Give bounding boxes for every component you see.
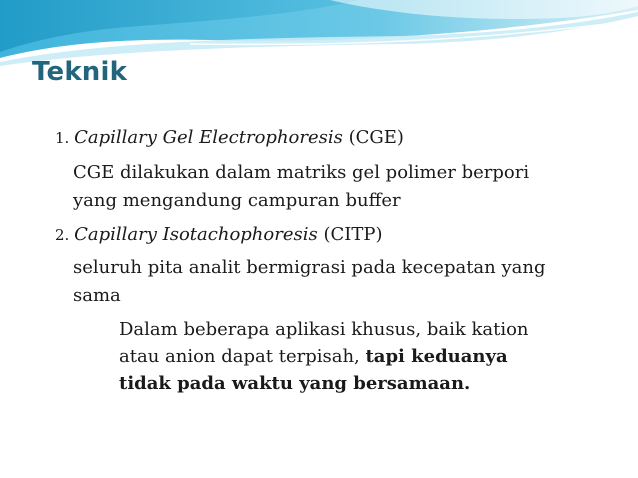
list-item-1-desc-line2: yang mengandung campuran buffer [73,190,401,211]
note-line3-emphasis: tidak pada waktu yang bersamaan. [119,373,471,394]
list-item-1-term: Capillary Gel Electrophoresis [74,127,343,148]
note-line2-text: atau anion dapat terpisah, [119,346,366,367]
slide-title: Teknik [32,57,128,87]
list-item-2-desc-line2: sama [73,285,121,306]
list-item-2-abbr: (CITP) [317,224,383,245]
note-line1: Dalam beberapa aplikasi khusus, baik kation [119,319,529,340]
note-line2 [119,345,508,369]
list-item-2-desc-line1: seluruh pita analit bermigrasi pada kecepatan yang [73,257,546,278]
list-item-2-heading [55,223,383,247]
list-item-1-abbr: (CGE) [342,127,404,148]
list-item-1-number: 1. [55,129,75,147]
list-item-2-term: Capillary Isotachophoresis [74,224,318,245]
list-item-1-desc-line1: CGE dilakukan dalam matriks gel polimer berpori [73,162,530,183]
list-item-1-heading [55,126,404,150]
list-item-2-number: 2. [55,226,75,244]
note-line2-emphasis: tapi keduanya [365,346,508,367]
